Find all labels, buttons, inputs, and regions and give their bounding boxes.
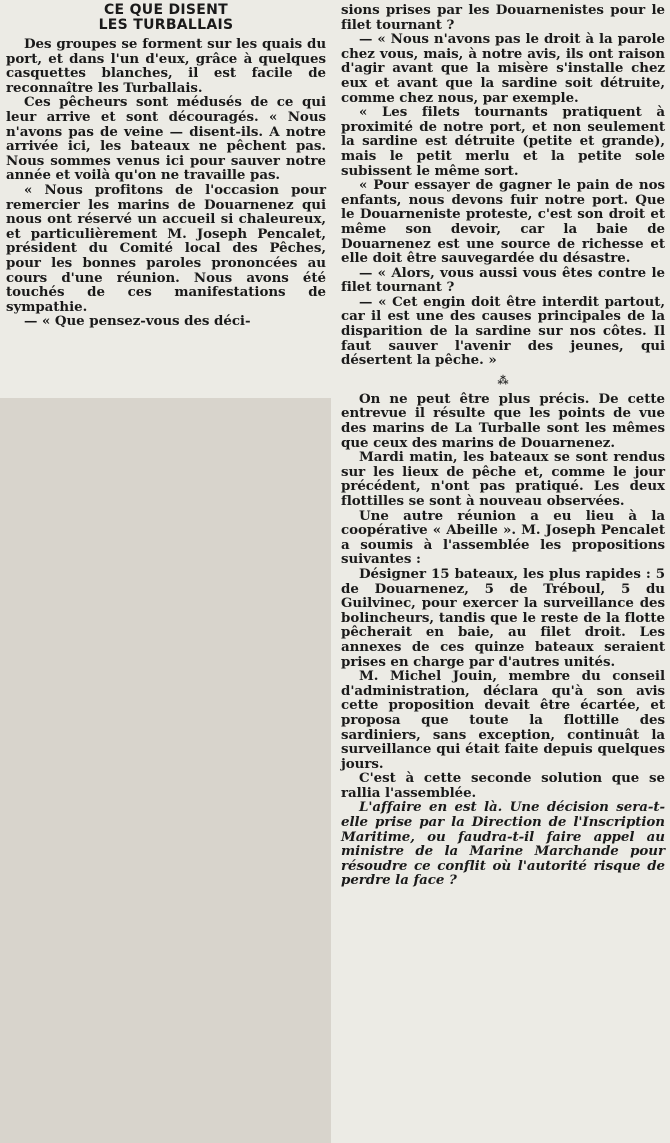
right-column — [331, 0, 670, 1143]
paragraph: Mardi matin, les bateaux se sont rendus sur les lieux de pêche et, comme le jour précédent, n'ont pas pratiqué. Les deux flottilles se sont à nouveau observées. — [341, 449, 665, 509]
paragraph: M. Michel Jouin, membre du conseil d'administration, déclara qu'à son avis cette proposition devait être écartée, et proposa que toute la flottille des sardiniers, sans exception, continuât la surveillance qui était faite depuis quelques jours. — [341, 668, 665, 772]
paragraph: sions prises par les Douarnenistes pour le filet tournant ? — [341, 2, 665, 33]
section-separator: ⁂ — [497, 373, 509, 387]
paragraph: Désigner 15 bateaux, les plus rapides : 5 de Douarnenez, 5 de Tréboul, 5 du Guilvinec, pour exercer la surveillance des bolincheurs, tandis que le reste de la flotte pêcherait en baie, au filet droit. Les annexes de ces quinze bateaux seraient prises en charge par d'autres unités. — [341, 565, 665, 670]
paragraph: C'est à cette seconde solution que se rallia l'assemblée. — [341, 770, 665, 801]
headline-line-2: LES TURBALLAIS — [98, 17, 234, 33]
paragraph: « Les filets tournants pratiquent à proximité de notre port, et non seulement la sardine est détruite (petite et grande), mais le petit merlu et la petite sole subissent le même sort. — [341, 104, 665, 179]
paragraph: — « Nous n'avons pas le droit à la parole chez vous, mais, à notre avis, ils ont raison d'agir avant que la misère s'installe chez eux et avant que la sardine soit détruite, comme chez nous, par exemple. — [341, 31, 665, 106]
paragraph: Ces pêcheurs sont médusés de ce qui leur arrive et sont découragés. « Nous n'avons pas de veine — disent-ils. A notre arrivée ici, les bateaux ne pêchent pas. Nous sommes venus ici pour sauver notre année et voilà qu'on ne travaille pas. — [6, 94, 326, 184]
closing-paragraph: L'affaire en est là. Une décision sera-t-elle prise par la Direction de l'Inscription Maritime, ou faudra-t-il faire appel au ministre de la Marine Marchande pour résoudre ce conflit où l'autorité risque de perdre la face ? — [341, 799, 665, 889]
article-headline — [6, 3, 326, 33]
paragraph: « Nous profitons de l'occasion pour remercier les marins de Douarnenez qui nous ont réservé un accueil si chaleureux, et particulièrement M. Joseph Pencalet, président du Comité local des Pêches, pour les bonnes paroles prononcées au cours d'une réunion. Nous avons été touchés de ces manifestations de sympathie. — [6, 181, 326, 315]
paragraph: Des groupes se forment sur les quais du port, et dans l'un d'eux, grâce à quelques casquettes blanches, il est facile de reconnaître les Turballais. — [6, 36, 326, 96]
headline-line-1: CE QUE DISENT — [103, 2, 229, 18]
paragraph: — « Que pensez-vous des déci- — [24, 313, 251, 330]
paragraph: Une autre réunion a eu lieu à la coopérative « Abeille ». M. Joseph Pencalet a soumis à l'assemblée les propositions suivantes : — [341, 507, 665, 568]
paragraph: « Pour essayer de gagner le pain de nos enfants, nous devons fuir notre port. Que le Douarneniste proteste, c'est son droit et même son devoir, car la baie de Douarnenez est une source de richesse et elle doit être sauvegardée du désastre. — [341, 177, 665, 267]
paragraph: On ne peut être plus précis. De cette entrevue il résulte que les points de vue des marins de La Turballe sont les mêmes que ceux des marins de Douarnenez. — [341, 390, 665, 451]
paragraph: — « Alors, vous aussi vous êtes contre le filet tournant ? — [341, 264, 665, 296]
paragraph: — « Cet engin doit être interdit partout, car il est une des causes principales de la disparition de la sardine sur nos côtes. Il faut sauver l'avenir des jeunes, qui désertent la pêche. » — [341, 293, 665, 369]
left-column — [0, 0, 331, 398]
